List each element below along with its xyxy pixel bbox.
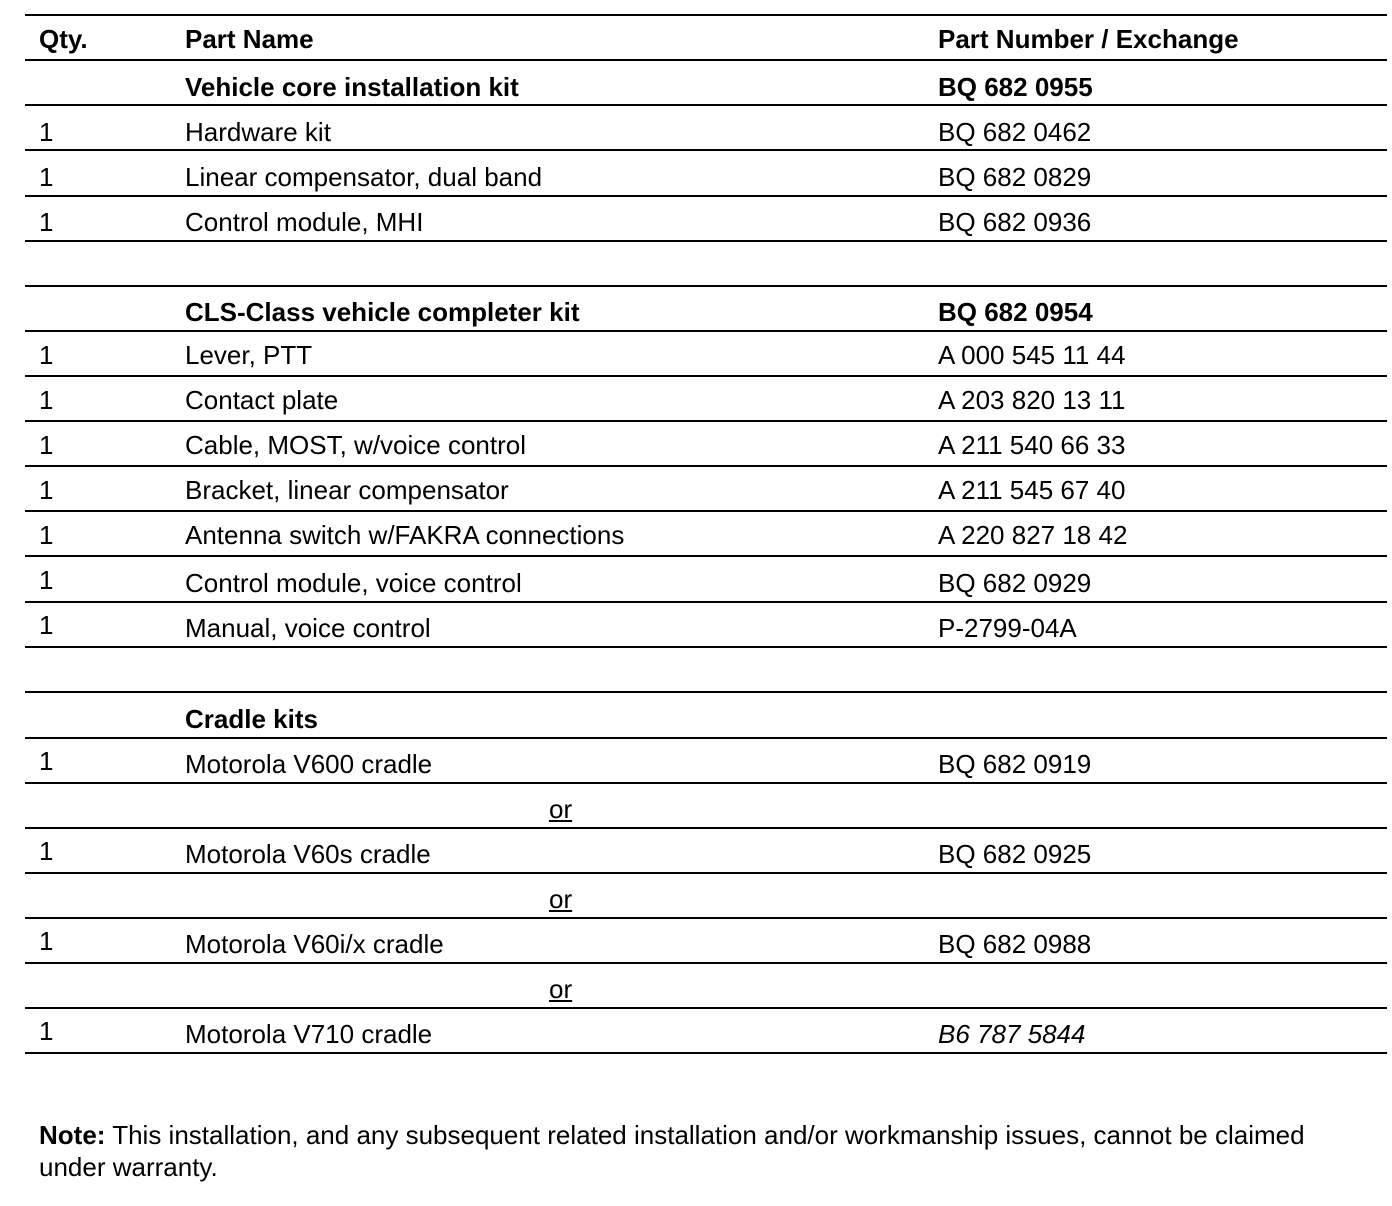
rule — [25, 510, 1387, 512]
section-part-number: BQ 682 0955 — [938, 72, 1093, 102]
or-separator: or — [549, 884, 573, 914]
row-qty: 1 — [39, 1016, 54, 1046]
rule — [25, 14, 1387, 16]
row-part-name: Linear compensator, dual band — [185, 162, 543, 192]
rule — [25, 917, 1387, 919]
row-part-number: BQ 682 0919 — [938, 749, 1092, 779]
rule — [25, 827, 1387, 829]
rule — [25, 782, 1387, 784]
row-qty: 1 — [39, 385, 54, 415]
row-part-number: A 211 545 67 40 — [938, 475, 1126, 505]
rule — [25, 195, 1387, 197]
row-part-name: Bracket, linear compensator — [185, 475, 509, 505]
row-part-name: Antenna switch w/FAKRA connections — [185, 520, 625, 550]
row-part-name: Motorola V600 cradle — [185, 749, 433, 779]
header-part-number: Part Number / Exchange — [938, 24, 1239, 54]
row-qty: 1 — [39, 207, 54, 237]
row-part-number: BQ 682 0936 — [938, 207, 1092, 237]
rule — [25, 601, 1387, 603]
section-title: Vehicle core installation kit — [185, 72, 519, 102]
row-part-name: Control module, voice control — [185, 568, 522, 598]
row-part-name: Motorola V60s cradle — [185, 839, 431, 869]
row-part-name: Motorola V710 cradle — [185, 1019, 433, 1049]
row-part-number: A 000 545 11 44 — [938, 340, 1126, 370]
rule — [25, 59, 1387, 61]
section-part-number: BQ 682 0954 — [938, 297, 1093, 327]
row-part-number: BQ 682 0929 — [938, 568, 1092, 598]
warranty-note — [39, 1119, 1339, 1183]
row-part-number: BQ 682 0925 — [938, 839, 1092, 869]
row-qty: 1 — [39, 746, 54, 776]
rule — [25, 737, 1387, 739]
header-qty: Qty. — [39, 24, 88, 54]
row-part-number: BQ 682 0829 — [938, 162, 1092, 192]
row-qty: 1 — [39, 475, 54, 505]
row-part-number: A 220 827 18 42 — [938, 520, 1128, 550]
rule — [25, 149, 1387, 151]
row-qty: 1 — [39, 610, 54, 640]
row-part-name: Contact plate — [185, 385, 339, 415]
row-part-name: Motorola V60i/x cradle — [185, 929, 444, 959]
row-part-name: Control module, MHI — [185, 207, 424, 237]
rule — [25, 872, 1387, 874]
row-part-number: B6 787 5844 — [938, 1019, 1086, 1049]
row-part-number: BQ 682 0988 — [938, 929, 1092, 959]
rule — [25, 646, 1387, 648]
row-part-number: BQ 682 0462 — [938, 117, 1092, 147]
note-label: Note: — [39, 1120, 106, 1150]
rule — [25, 962, 1387, 964]
rule — [25, 555, 1387, 557]
rule — [25, 691, 1387, 693]
row-part-name: Cable, MOST, w/voice control — [185, 430, 527, 460]
row-qty: 1 — [39, 340, 54, 370]
row-part-number: A 203 820 13 11 — [938, 385, 1126, 415]
or-separator: or — [549, 794, 573, 824]
row-part-name: Hardware kit — [185, 117, 331, 147]
rule — [25, 285, 1387, 287]
rule — [25, 104, 1387, 106]
rule — [25, 1052, 1387, 1054]
rule — [25, 1007, 1387, 1009]
note-text: This installation, and any subsequent related installation and/or workmanship issues, cannot be claimed under warranty. — [39, 1120, 1305, 1182]
row-part-name: Manual, voice control — [185, 613, 431, 643]
rule — [25, 330, 1387, 332]
row-part-number: A 211 540 66 33 — [938, 430, 1126, 460]
row-part-number: P-2799-04A — [938, 613, 1077, 643]
rule — [25, 420, 1387, 422]
row-qty: 1 — [39, 926, 54, 956]
or-separator: or — [549, 974, 573, 1004]
rule — [25, 375, 1387, 377]
row-qty: 1 — [39, 117, 54, 147]
row-qty: 1 — [39, 162, 54, 192]
header-part-name: Part Name — [185, 24, 314, 54]
row-part-name: Lever, PTT — [185, 340, 313, 370]
row-qty: 1 — [39, 565, 54, 595]
row-qty: 1 — [39, 836, 54, 866]
row-qty: 1 — [39, 520, 54, 550]
row-qty: 1 — [39, 430, 54, 460]
section-title: CLS-Class vehicle completer kit — [185, 297, 580, 327]
section-title: Cradle kits — [185, 704, 318, 734]
rule — [25, 465, 1387, 467]
rule — [25, 240, 1387, 242]
